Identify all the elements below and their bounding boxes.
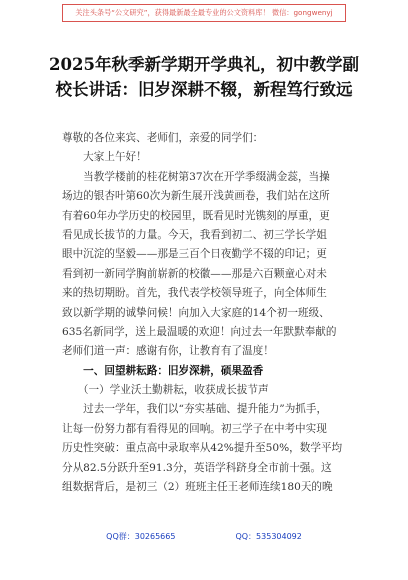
paragraph-line: 635名新同学，送上最温暖的欢迎！向过去一年默默奉献的 [62, 325, 337, 338]
paragraph-line: 看到初一新同学胸前崭新的校徽——那是六百颗童心对未 [62, 267, 327, 280]
paragraph-line: 当教学楼前的桂花树第37次在开学季缀满金蕊，当操 [62, 170, 330, 183]
paragraph-line: 让每一份努力都有看得见的回响。初三学子在中考中实现 [62, 422, 327, 435]
paragraph-line: 看见成长拔节的力量。今天，我看到初二、初三学长学姐 [62, 228, 327, 241]
qq-group-text: QQ群：30265665 [106, 532, 176, 541]
title-line-1: 2025年秋季新学期开学典礼，初中教学副 [49, 55, 359, 74]
paragraph-line: 历史性突破：重点高中录取率从42%提升至50%，数学平均 [62, 442, 343, 455]
paragraph-line: 分从82.5分跃升至91.3分，英语学科跻身全市前十强。这 [62, 461, 332, 474]
salutation: 尊敬的各位来宾、老师们，亲爱的同学们： [62, 132, 264, 144]
footer-contact [0, 531, 408, 542]
paragraph-line: 眼中沉淀的坚毅——那是三百个日夜勤学不辍的印记；更 [62, 248, 327, 261]
promo-banner: 关注头条号“公文研究”，获得最新最全最专业的公文资料库！ 微信：gongwenyj [62, 4, 346, 22]
paragraph-line: 过去一学年，我们以“夯实基础、提升能力”为抓手， [62, 403, 328, 416]
section-heading: 一、回望耕耘路：旧岁深耕，硕果盈香 [62, 364, 264, 377]
paragraph-line: 来的热切期盼。首先，我代表学校领导班子，向全体师生 [62, 287, 327, 300]
document-title [0, 52, 408, 102]
greeting: 大家上午好！ [62, 151, 147, 164]
qq-number-text: QQ：535304092 [235, 532, 302, 541]
paragraph-line: 组数据背后，是初三（2）班班主任王老师连续180天的晚 [62, 481, 333, 494]
title-line-2: 校长讲话：旧岁深耕不辍，新程笃行致远 [55, 80, 353, 99]
document-body [62, 129, 362, 497]
paragraph-line: 场边的银杏叶第60次为新生展开浅黄画卷，我们站在这所 [62, 190, 330, 203]
paragraph-line: 有着60年办学历史的校园里，既看见时光镌刻的厚重，更 [62, 209, 330, 222]
paragraph-line: 致以新学期的诚挚问候！向加入大家庭的14个初一班级、 [62, 306, 330, 319]
subsection-heading: （一）学业沃土勤耕耘，收获成长拔节声 [62, 384, 269, 397]
paragraph-line: 老师们道一声：感谢有你，让教育有了温度！ [62, 345, 274, 358]
